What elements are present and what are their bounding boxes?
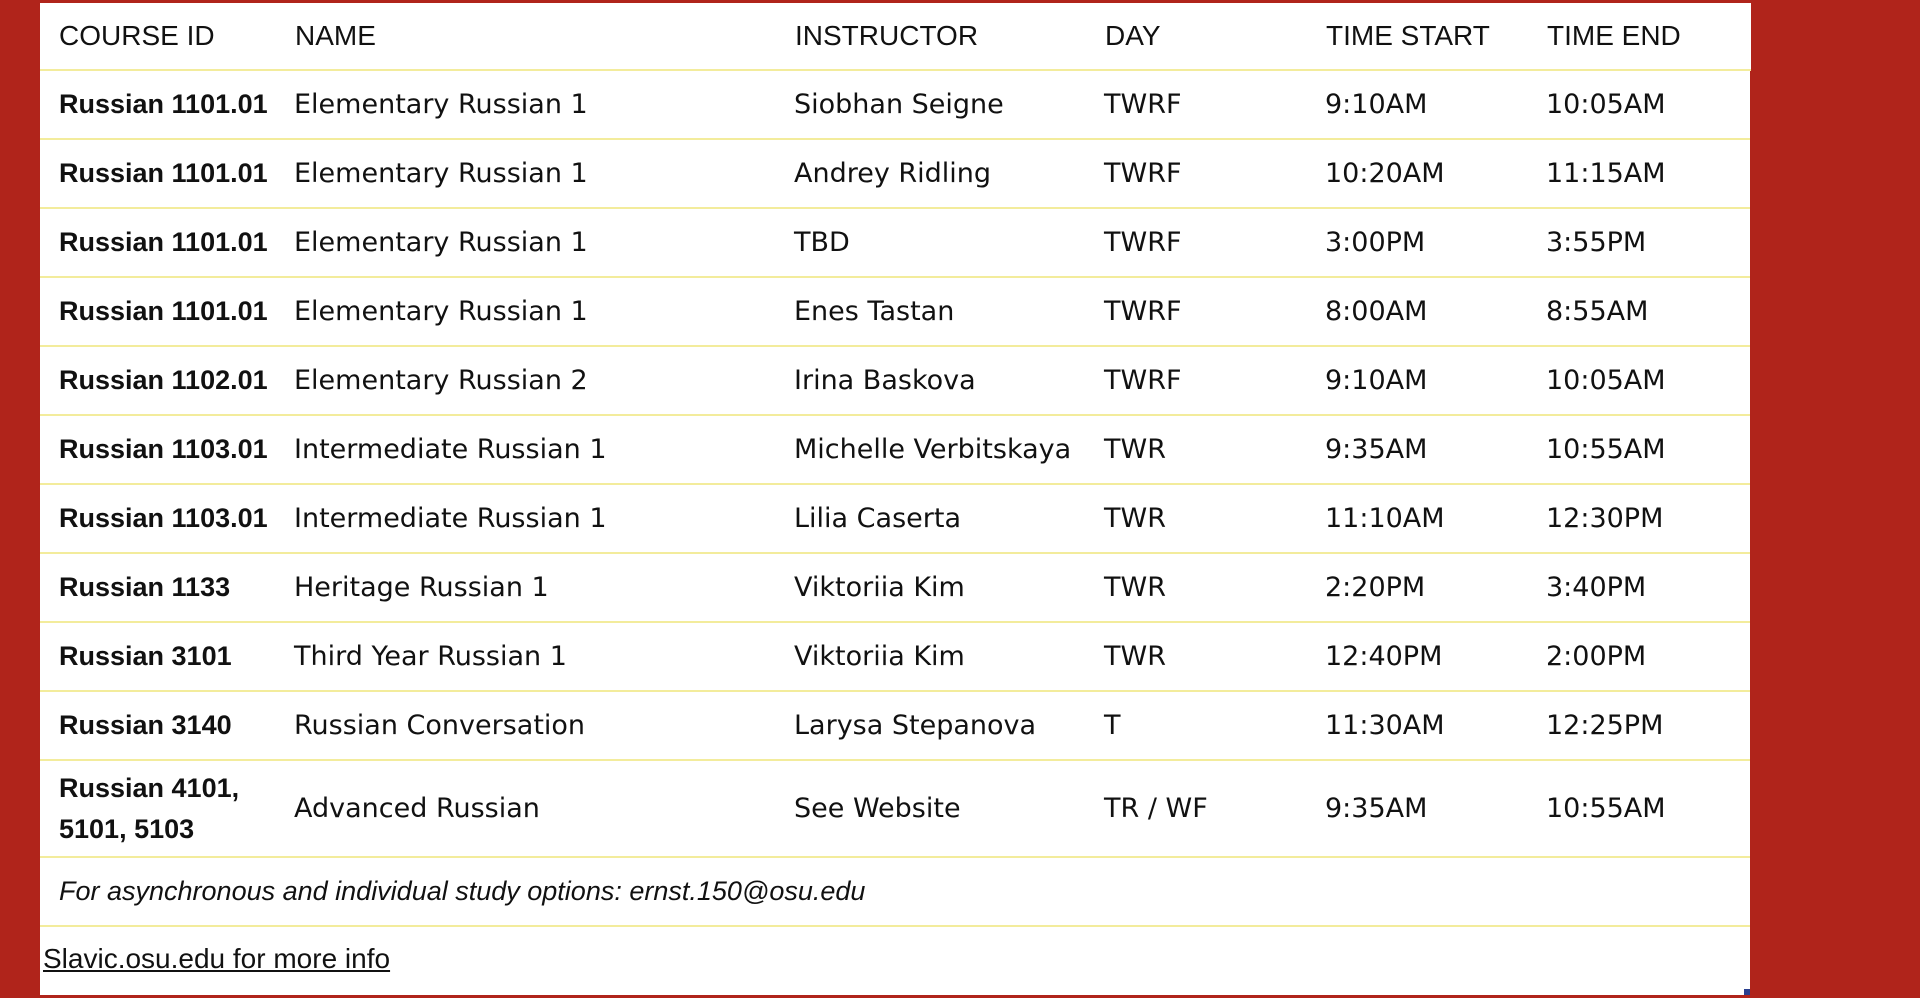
- header-time-start: TIME START: [1306, 3, 1527, 70]
- time-start-cell: 9:35AM: [1306, 415, 1527, 484]
- time-end-cell: 10:05AM: [1527, 346, 1750, 415]
- day-cell: TWRF: [1085, 139, 1306, 208]
- day-cell: TWR: [1085, 484, 1306, 553]
- course-name-cell: Third Year Russian 1: [275, 622, 775, 691]
- course-id-cell: Russian 1101.01: [40, 70, 275, 139]
- table-row: [40, 760, 1750, 857]
- course-name-cell: Elementary Russian 1: [275, 70, 775, 139]
- time-end-cell: 12:25PM: [1527, 691, 1750, 760]
- course-id-cell: Russian 1102.01: [40, 346, 275, 415]
- course-name-cell: Elementary Russian 1: [275, 139, 775, 208]
- day-cell: TWRF: [1085, 346, 1306, 415]
- table-row: [40, 139, 1750, 208]
- schedule-panel: [40, 3, 1750, 995]
- course-id-cell: Russian 1133: [40, 553, 275, 622]
- time-end-cell: 2:00PM: [1527, 622, 1750, 691]
- instructor-cell: Viktoriia Kim: [775, 553, 1085, 622]
- time-start-cell: 3:00PM: [1306, 208, 1527, 277]
- table-row: [40, 277, 1750, 346]
- instructor-cell: Irina Baskova: [775, 346, 1085, 415]
- table-row: [40, 553, 1750, 622]
- course-id-cell: Russian 1103.01: [40, 484, 275, 553]
- course-id-cell: Russian 1101.01: [40, 139, 275, 208]
- course-id-cell: Russian 3140: [40, 691, 275, 760]
- header-course-id: COURSE ID: [40, 3, 275, 70]
- instructor-cell: Lilia Caserta: [775, 484, 1085, 553]
- instructor-cell: Enes Tastan: [775, 277, 1085, 346]
- study-options-note: For asynchronous and individual study options: ernst.150@osu.edu: [40, 857, 1750, 926]
- course-name-cell: Elementary Russian 1: [275, 277, 775, 346]
- course-id-cell: Russian 1101.01: [40, 277, 275, 346]
- day-cell: TWRF: [1085, 70, 1306, 139]
- table-row: [40, 346, 1750, 415]
- time-end-cell: 10:05AM: [1527, 70, 1750, 139]
- time-start-cell: 10:20AM: [1306, 139, 1527, 208]
- course-name-cell: Advanced Russian: [275, 760, 775, 857]
- course-name-cell: Russian Conversation: [275, 691, 775, 760]
- time-start-cell: 9:10AM: [1306, 346, 1527, 415]
- instructor-cell: Siobhan Seigne: [775, 70, 1085, 139]
- course-id-cell: Russian 3101: [40, 622, 275, 691]
- time-start-cell: 8:00AM: [1306, 277, 1527, 346]
- time-start-cell: 9:10AM: [1306, 70, 1527, 139]
- course-id-cell: Russian 1103.01: [40, 415, 275, 484]
- course-id-cell: Russian 4101, 5101, 5103: [40, 760, 275, 857]
- time-end-cell: 8:55AM: [1527, 277, 1750, 346]
- course-name-cell: Intermediate Russian 1: [275, 415, 775, 484]
- instructor-cell: Andrey Ridling: [775, 139, 1085, 208]
- resize-handle: [1744, 989, 1750, 995]
- day-cell: TWR: [1085, 415, 1306, 484]
- time-start-cell: 11:10AM: [1306, 484, 1527, 553]
- header-time-end: TIME END: [1527, 3, 1750, 70]
- day-cell: TWRF: [1085, 277, 1306, 346]
- course-name-cell: Intermediate Russian 1: [275, 484, 775, 553]
- time-end-cell: 11:15AM: [1527, 139, 1750, 208]
- instructor-cell: Michelle Verbitskaya: [775, 415, 1085, 484]
- table-row: [40, 484, 1750, 553]
- header-day: DAY: [1085, 3, 1306, 70]
- time-end-cell: 3:55PM: [1527, 208, 1750, 277]
- header-instructor: INSTRUCTOR: [775, 3, 1085, 70]
- course-schedule-table: [40, 3, 1751, 927]
- course-name-cell: Elementary Russian 2: [275, 346, 775, 415]
- day-cell: TWR: [1085, 553, 1306, 622]
- instructor-cell: TBD: [775, 208, 1085, 277]
- table-header-row: [40, 3, 1750, 70]
- course-name-cell: Elementary Russian 1: [275, 208, 775, 277]
- time-start-cell: 11:30AM: [1306, 691, 1527, 760]
- time-start-cell: 12:40PM: [1306, 622, 1527, 691]
- day-cell: T: [1085, 691, 1306, 760]
- more-info-link[interactable]: Slavic.osu.edu for more info: [43, 943, 391, 974]
- table-row: [40, 415, 1750, 484]
- table-row: [40, 208, 1750, 277]
- time-end-cell: 10:55AM: [1527, 415, 1750, 484]
- table-row: [40, 622, 1750, 691]
- time-start-cell: 9:35AM: [1306, 760, 1527, 857]
- table-row: [40, 691, 1750, 760]
- day-cell: TR / WF: [1085, 760, 1306, 857]
- course-id-cell: Russian 1101.01: [40, 208, 275, 277]
- header-name: NAME: [275, 3, 775, 70]
- day-cell: TWR: [1085, 622, 1306, 691]
- table-row: [40, 70, 1750, 139]
- time-end-cell: 3:40PM: [1527, 553, 1750, 622]
- time-end-cell: 12:30PM: [1527, 484, 1750, 553]
- day-cell: TWRF: [1085, 208, 1306, 277]
- instructor-cell: See Website: [775, 760, 1085, 857]
- instructor-cell: Viktoriia Kim: [775, 622, 1085, 691]
- time-end-cell: 10:55AM: [1527, 760, 1750, 857]
- course-name-cell: Heritage Russian 1: [275, 553, 775, 622]
- note-row: [40, 857, 1750, 926]
- instructor-cell: Larysa Stepanova: [775, 691, 1085, 760]
- time-start-cell: 2:20PM: [1306, 553, 1527, 622]
